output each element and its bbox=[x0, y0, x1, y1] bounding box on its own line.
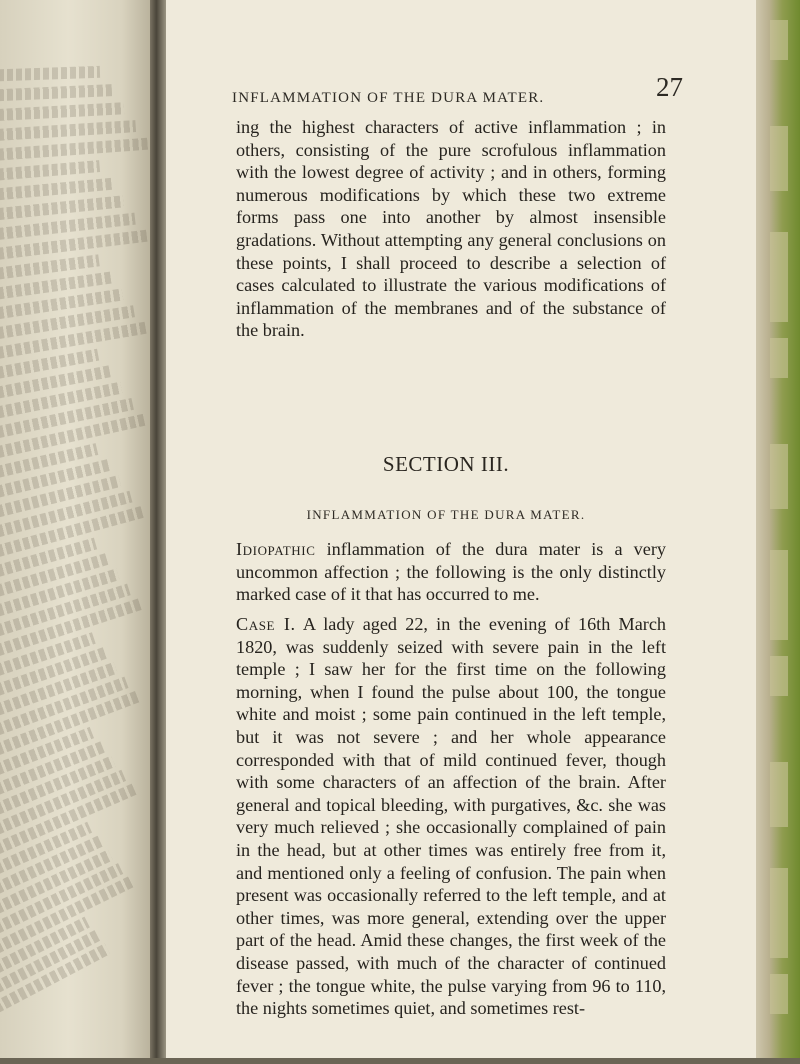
page-edge bbox=[756, 0, 800, 1064]
edge-streak bbox=[770, 550, 788, 640]
running-head: INFLAMMATION OF THE DURA MATER. bbox=[232, 90, 545, 106]
edge-streak bbox=[770, 126, 788, 191]
edge-streak bbox=[770, 20, 788, 60]
facing-page bbox=[0, 0, 152, 1064]
paragraph-2-body: inflammation of the dura mater is a very uncommon affection ; the following is the only distinctly marked case of it that has occurred to me. bbox=[236, 539, 666, 605]
edge-streak bbox=[770, 338, 788, 378]
edge-streak bbox=[770, 868, 788, 958]
paragraph-3-body: A lady aged 22, in the evening of 16th March 1820, was suddenly seized with severe pain in the left temple ; I saw her for the first time on the following morning, when I found the pulse about 100, the tongue white and moist ; some pain continued in the left temple, but it was not severe ; and her whole appearance corresponded with that of mild continued fever, though with some characters of an affection of the brain. After general and topical bleeding, with purgatives, &c. she was very much relieved ; she occasionally complained of pain in the head, but at other times was entirely free from it, and mentioned only a feeling of confusion. The pain when present was occasionally referred to the left temple, and at other times, was more general, extending over the upper part of the head. Amid these changes, the first week of the disease passed, with much of the character of continued fever ; the tongue white, the pulse varying from 96 to 110, the nights sometimes quiet, and sometimes rest- bbox=[236, 614, 666, 1019]
facing-page-text-line bbox=[0, 84, 112, 102]
edge-streak bbox=[770, 974, 788, 1014]
edge-streak bbox=[770, 656, 788, 696]
case-heading: Case I. bbox=[236, 614, 296, 634]
book-page bbox=[166, 0, 756, 1064]
facing-page-text-line bbox=[0, 66, 100, 82]
edge-streak bbox=[770, 762, 788, 827]
facing-page-text-line bbox=[0, 120, 136, 142]
paragraph-2 bbox=[236, 538, 666, 606]
facing-page-text-line bbox=[0, 102, 124, 122]
section-title: SECTION III. bbox=[382, 452, 510, 476]
paragraph-1: ing the highest characters of active inflammation ; in others, consisting of the pure scrofulous inflammation with the lowest degree of activity ; and in others, forming numerous modifications by which these two extreme forms pass one into another by almost insensible gradations. Without attempting any general conclusions on these points, I shall proceed to describe a selection of cases calculated to illustrate the various modifications of inflammation of the membranes and of the substance of the brain. bbox=[236, 117, 666, 341]
paragraph-2-lead: Idiopathic bbox=[236, 539, 316, 559]
page-number: 27 bbox=[656, 72, 683, 102]
section-subtitle: INFLAMMATION OF THE DURA MATER. bbox=[306, 507, 586, 522]
edge-streak bbox=[770, 444, 788, 509]
facing-page-text-line bbox=[0, 160, 100, 182]
book-gutter bbox=[150, 0, 166, 1064]
facing-page-text-line bbox=[0, 138, 148, 162]
paragraph-3 bbox=[236, 613, 666, 1020]
edge-streak bbox=[770, 232, 788, 322]
page-bottom-edge bbox=[0, 1058, 800, 1064]
